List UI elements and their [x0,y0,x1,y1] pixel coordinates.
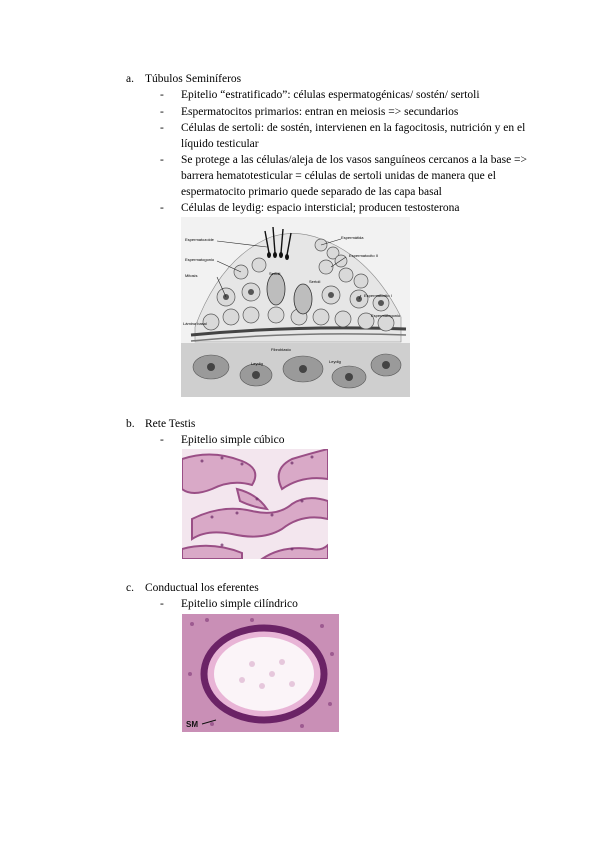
section-a-letter: a. [126,73,134,85]
label-espermatogonio-left: Espermatogonio [185,257,215,262]
section-a-item-4: - Se protege a las células/aleja de los vasos sanguíneos cercanos a la base => barrera hematotesticular = células de sertoli unidas de manera que el espermatocito primario quede separado de las capa basal [160,152,540,200]
label-espermatida: Espermátida [341,235,364,240]
section-a-item-1-text: Epitelio “estratificado”: células espermatogénicas/ sostén/ sertoli [181,89,480,101]
section-b-heading [126,416,195,432]
section-c-letter: c. [126,582,134,594]
label-sertoli-2: Sertoli [309,279,321,284]
seminiferous-tubule-diagram [181,217,410,397]
section-a-item-5-text: Células de leydig: espacio intersticial; producen testosterona [181,202,460,214]
section-a-item-2: - Espermatocitos primarios: entran en meiosis => secundarios [160,104,540,120]
section-a-item-1: - Epitelio “estratificado”: células espermatogénicas/ sostén/ sertoli [160,87,540,103]
label-espermatozoide: Espermatozoide [185,237,214,242]
section-a-heading [126,71,241,87]
label-lamina-basal: Lámina basal [183,321,207,326]
label-espermatocito-i: Espermatocito I [364,293,392,298]
label-fibroblasto: Fibroblasto [271,347,291,352]
section-a-item-4-text: Se protege a las células/aleja de los vasos sanguíneos cercanos a la base => barrera hematotesticular = células de sertoli unidas de manera que el espermatocito primario quede separado de las capa basal [181,154,528,198]
section-c-heading [126,580,259,596]
label-leydig-1: Leydig [251,361,263,366]
section-b-letter: b. [126,418,135,430]
section-a-item-3: - Células de sertoli: de sostén, intervienen en la fagocitosis, nutrición y en el líquido testicular [160,120,540,152]
label-leydig-2: Leydig [329,359,341,364]
section-a-item-2-text: Espermatocitos primarios: entran en meiosis => secundarios [181,106,459,118]
section-b-title: Rete Testis [145,418,196,430]
section-a-item-3-text: Células de sertoli: de sostén, intervienen en la fagocitosis, nutrición y en el líquido testicular [181,122,526,150]
label-sertoli-1: Sertoli [269,271,281,276]
section-b-item-1: - Epitelio simple cúbico [160,432,540,448]
rete-testis-micrograph [182,449,328,559]
label-mitosis: Mitosis [185,273,198,278]
section-a-title: Túbulos Seminíferos [145,73,242,85]
section-a-item-5: - Células de leydig: espacio intersticial; producen testosterona [160,200,540,216]
label-espermatocito-ii: Espermatocito II [349,253,378,258]
section-c-title: Conductual los eferentes [145,582,259,594]
section-c-item-1-text: Epitelio simple cilíndrico [181,598,298,610]
sm-marker-label: SM [186,720,198,729]
efferent-ductules-micrograph [182,614,339,732]
section-c-item-1: - Epitelio simple cilíndrico [160,596,540,612]
label-espermatogonio-right: Espermatogonio [371,313,401,318]
section-b-item-1-text: Epitelio simple cúbico [181,434,285,446]
